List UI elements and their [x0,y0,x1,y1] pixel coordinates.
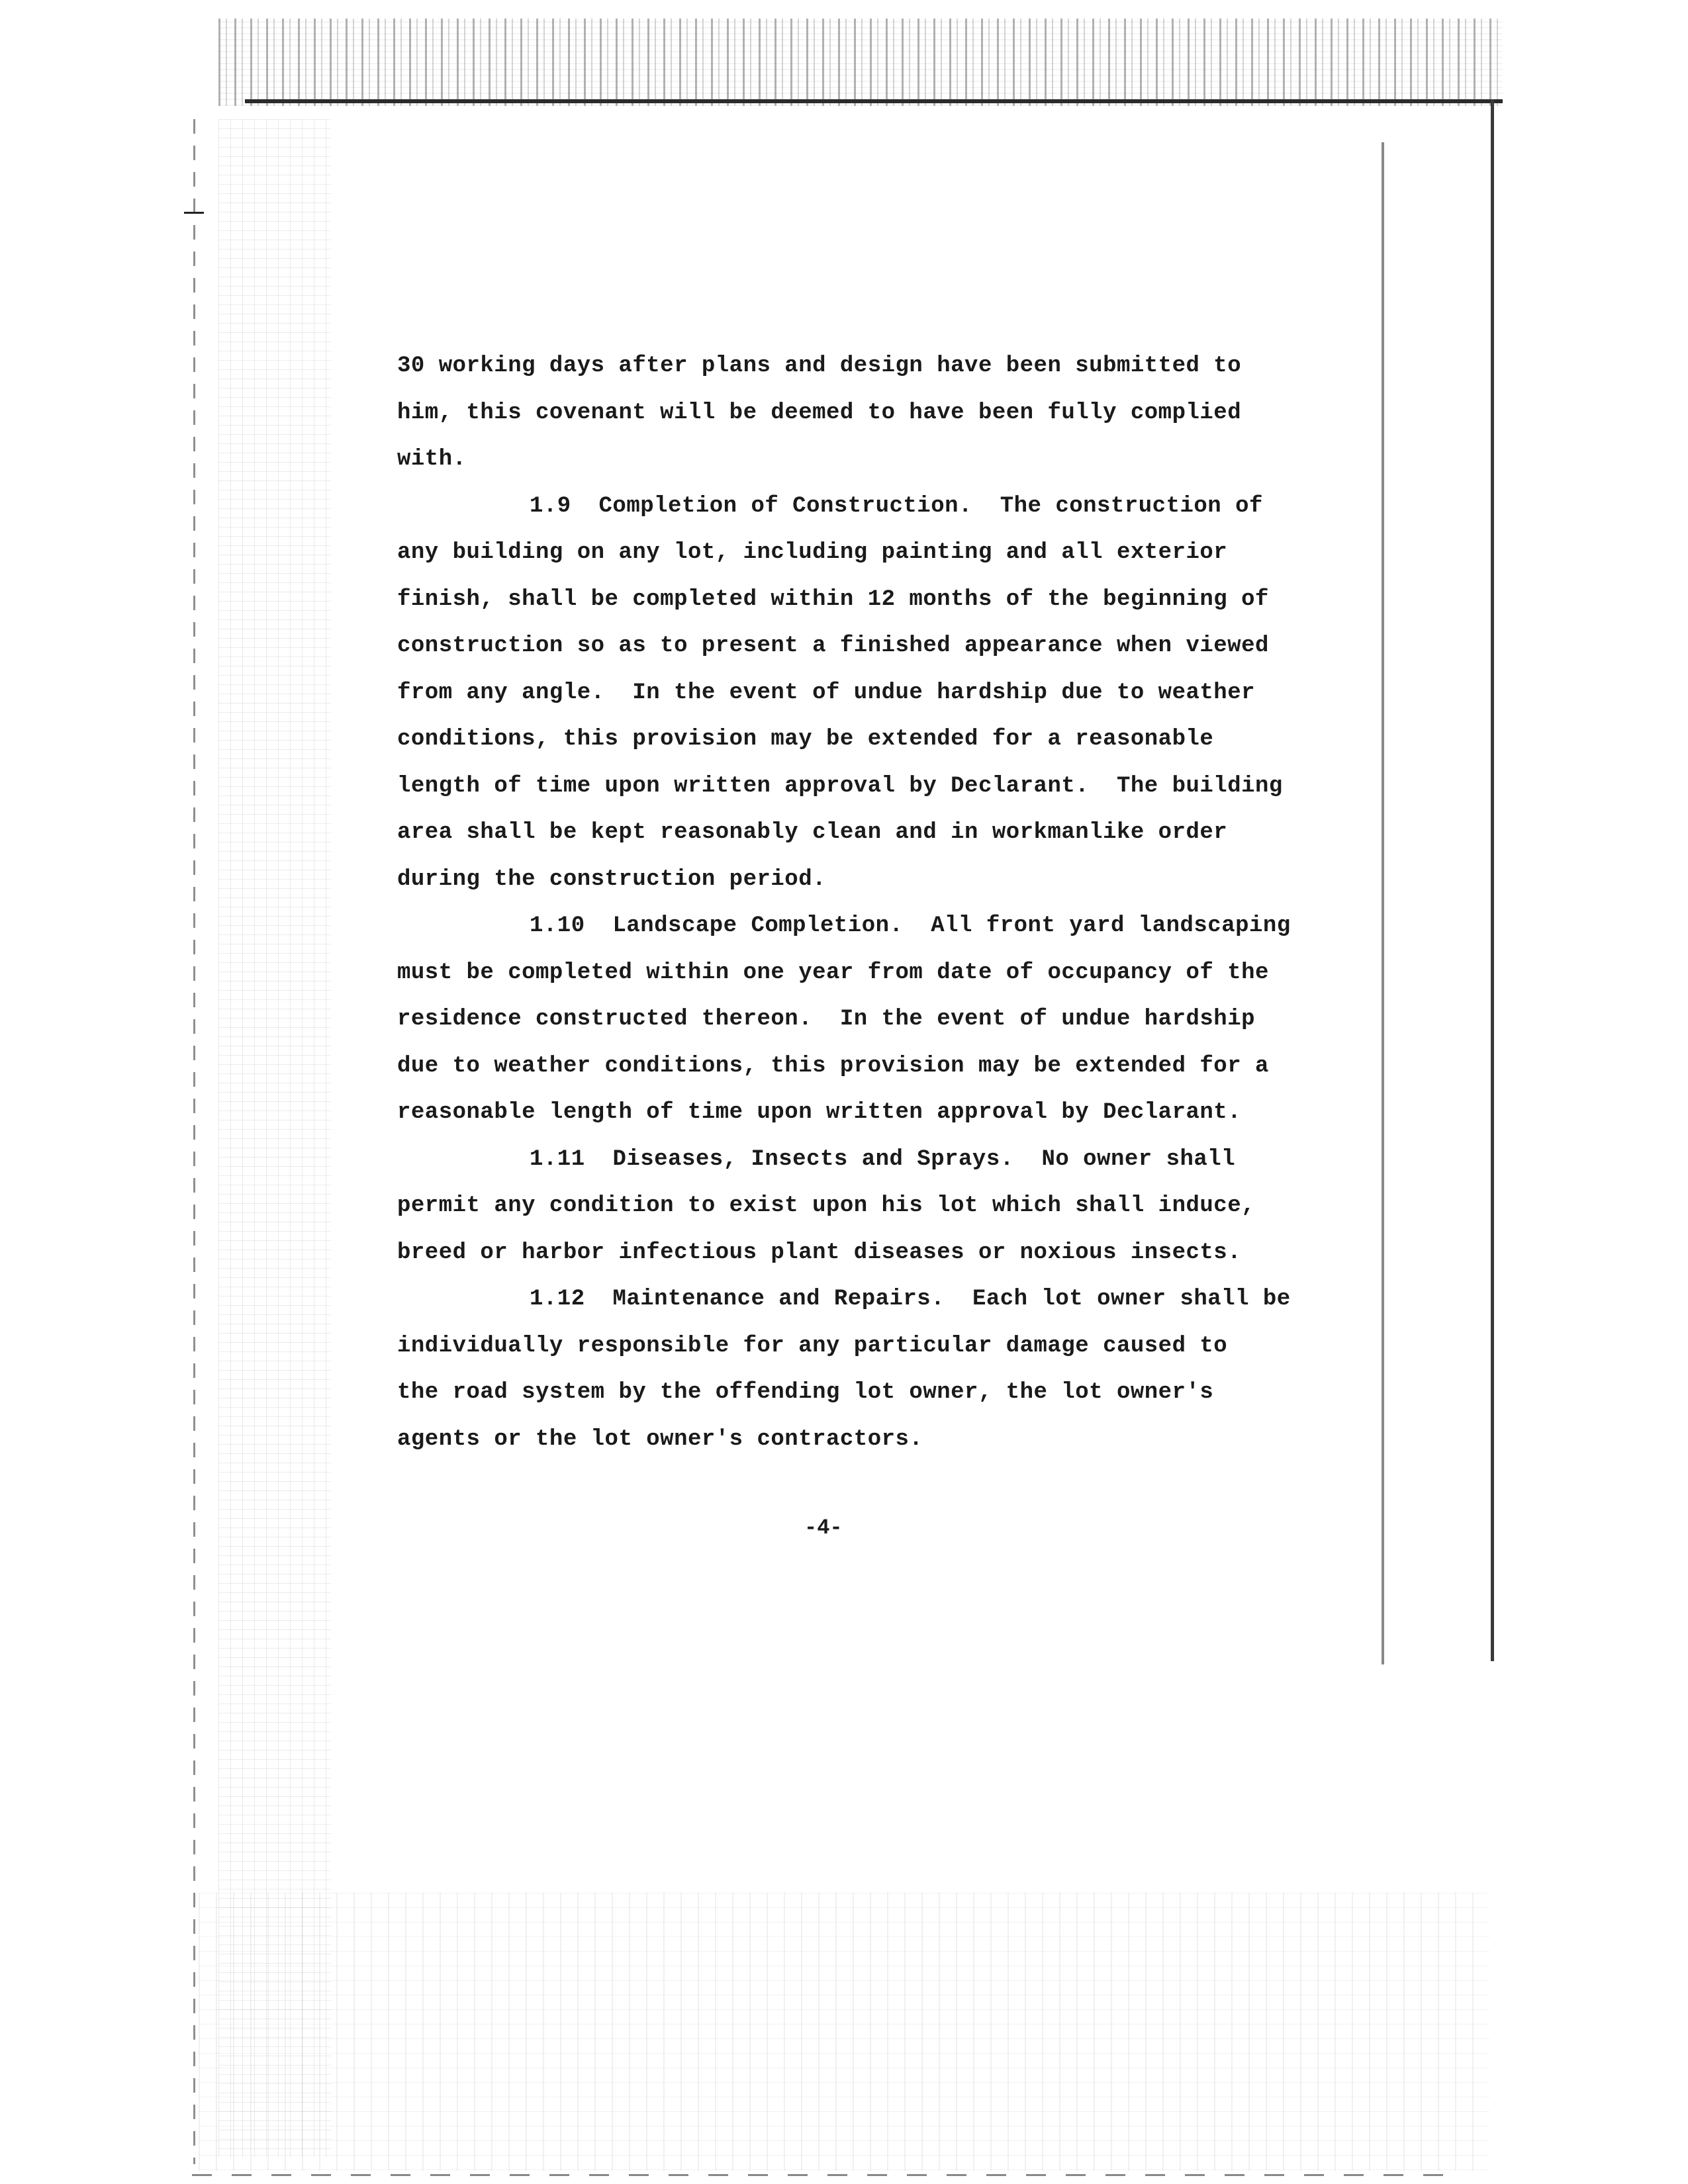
section-title: Landscape Completion. [612,913,904,938]
scan-artifact-margin-tick [184,212,204,214]
scan-artifact-bottom-noise [199,1893,1489,2171]
text-line: from any angle. In the event of undue hardship due to weather [397,680,1256,705]
section-number: 1.9 [530,493,571,519]
section-first-line-text: The construction of [1000,493,1263,519]
document-body [397,343,1297,1463]
section-heading-line [397,483,1297,530]
section-first-line-text: Each lot owner shall be [972,1287,1291,1312]
section-number: 1.10 [530,913,585,938]
section-title: Diseases, Insects and Sprays. [612,1146,1014,1172]
section-first-line-text: All front yard landscaping [931,913,1291,938]
text-line: the road system by the offending lot owner, the lot owner's [397,1380,1214,1405]
scan-artifact-right-rule-inner [1382,142,1384,1664]
section-number: 1.11 [530,1146,585,1172]
section-number: 1.12 [530,1287,585,1312]
text-line: conditions, this provision may be extended for a reasonable [397,727,1214,752]
text-line: must be completed within one year from date of occupancy of the [397,960,1269,985]
text-line: individually responsible for any particular damage caused to [397,1333,1228,1359]
text-line: agents or the lot owner's contractors. [397,1426,923,1452]
text-line: residence constructed thereon. In the event of undue hardship [397,1007,1256,1032]
text-line: any building on any lot, including painting and all exterior [397,540,1228,565]
scan-artifact-left-rule [193,119,195,2164]
text-line: breed or harbor infectious plant diseases or noxious insects. [397,1240,1242,1265]
text-line: area shall be kept reasonably clean and in workmanlike order [397,820,1228,845]
text-line: reasonable length of time upon written approval by Declarant. [397,1100,1242,1125]
text-line: permit any condition to exist upon his lot which shall induce, [397,1193,1256,1218]
section-heading-line [397,1136,1297,1183]
section-heading-line [397,903,1297,950]
section-title: Maintenance and Repairs. [612,1287,945,1312]
scan-artifact-bottom-rule [192,2174,1450,2176]
scan-artifact-top-band [218,19,1503,106]
section-heading-line [397,1276,1297,1323]
text-line: 30 working days after plans and design have been submitted to [397,353,1242,379]
scan-artifact-right-rule [1491,99,1494,1661]
scan-artifact-left-noise [218,119,331,2158]
text-line: finish, shall be completed within 12 months of the beginning of [397,586,1269,612]
text-line: construction so as to present a finished appearance when viewed [397,633,1269,659]
scan-artifact-top-rule [245,99,1503,103]
text-line: during the construction period. [397,866,827,892]
page-number: -4- [804,1516,843,1540]
text-line: due to weather conditions, this provision may be extended for a [397,1053,1269,1079]
section-title: Completion of Construction. [598,493,972,519]
text-line: him, this covenant will be deemed to have been fully complied [397,400,1242,426]
section-first-line-text: No owner shall [1041,1146,1236,1172]
text-line: length of time upon written approval by Declarant. The building [397,773,1283,799]
text-line: with. [397,447,467,472]
